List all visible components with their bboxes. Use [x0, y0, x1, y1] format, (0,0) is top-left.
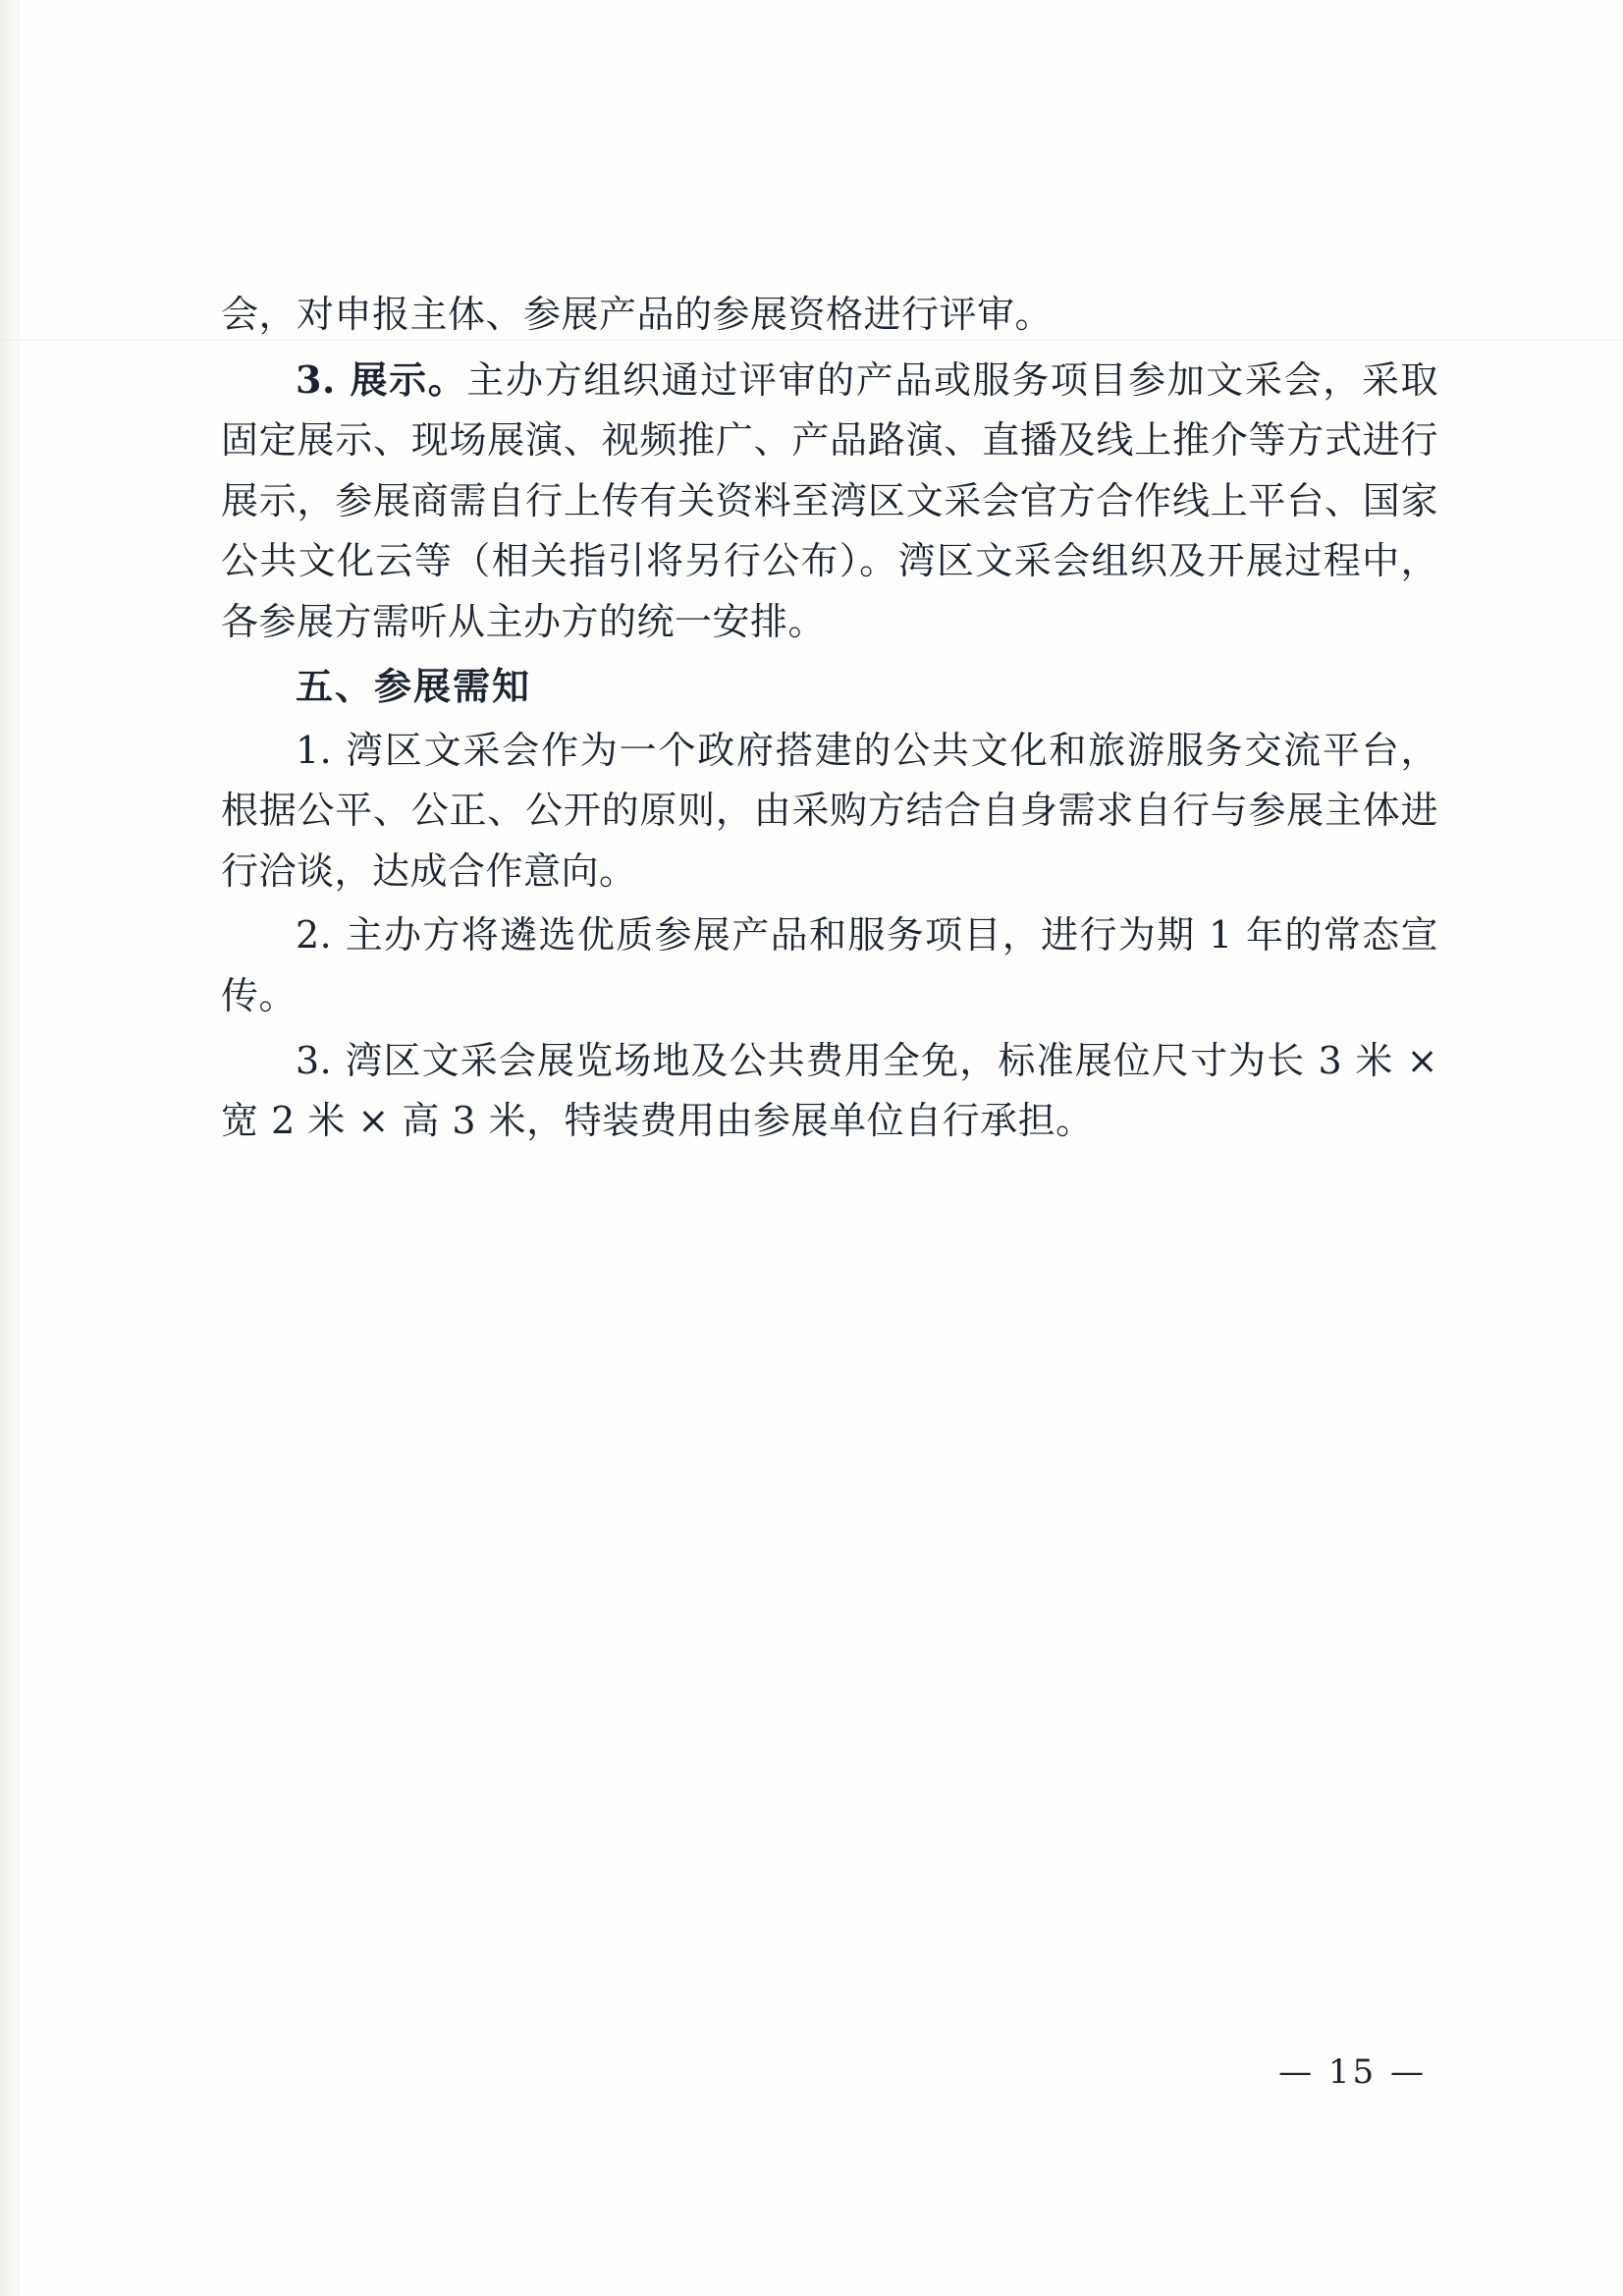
paragraph-continued: 会，对申报主体、参展产品的参展资格进行评审。: [221, 293, 1054, 336]
document-body: [221, 285, 1438, 1156]
scan-artifact-line: [18, 0, 19, 2296]
paragraph-lead-label: 3. 展示。: [296, 356, 467, 402]
paragraph-notice-3: 3. 湾区文采会展览场地及公共费用全免，标准展位尺寸为长 3 米 × 宽 2 米 × 高 3 米，特装费用由参展单位自行承担。: [221, 1038, 1438, 1143]
heading-section-5: 五、参展需知: [296, 664, 532, 709]
paragraph-notice-1: 1. 湾区文采会作为一个政府搭建的公共文化和旅游服务交流平台，根据公平、公正、公开的原则，由采购方结合自身需求自行与参展主体进行洽谈，达成合作意向。: [221, 728, 1438, 893]
paragraph-text: 主办方组织通过评审的产品或服务项目参加文采会，采取固定展示、现场展演、视频推广、产品路演、直播及线上推介等方式进行展示，参展商需自行上传有关资料至湾区文采会官方合作线上平台、国家公共文化云等（相关指引将另行公布）。湾区文采会组织及开展过程中，各参展方需听从主办方的统一安排。: [221, 357, 1438, 643]
page-number: — 15 —: [1278, 2052, 1427, 2092]
scan-edge-shadow: [0, 0, 26, 2296]
paragraph-notice-2: 2. 主办方将遴选优质参展产品和服务项目，进行为期 1 年的常态宣传。: [221, 913, 1438, 1018]
paragraph-item-3-display: [221, 350, 1438, 653]
